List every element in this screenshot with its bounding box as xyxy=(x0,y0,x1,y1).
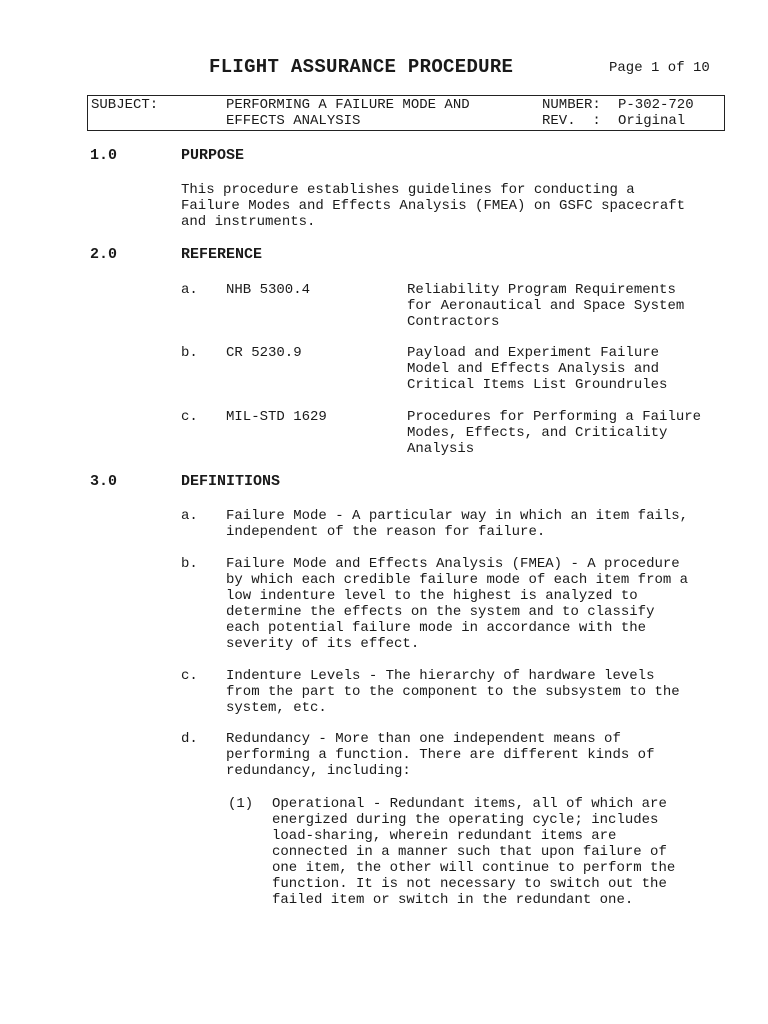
rev-label: REV. : xyxy=(542,113,601,129)
reference-desc: Payload and Experiment Failure Model and Effects Analysis and Critical Items List Groundrules xyxy=(407,345,668,393)
document-title: FLIGHT ASSURANCE PROCEDURE xyxy=(209,56,514,78)
reference-letter: c. xyxy=(181,409,198,425)
definition-letter: b. xyxy=(181,556,198,572)
subject-label: SUBJECT: xyxy=(91,97,159,113)
section-title-definitions: DEFINITIONS xyxy=(181,473,281,490)
rev-value: Original xyxy=(618,113,686,129)
reference-doc: CR 5230.9 xyxy=(226,345,302,361)
subdefinition-number: (1) xyxy=(228,796,254,812)
definition-letter: d. xyxy=(181,731,198,747)
definition-letter: c. xyxy=(181,668,198,684)
definition-text: Failure Mode and Effects Analysis (FMEA) - A procedure by which each credible failure mode of each item from a low indenture level to the highest is analyzed to determine the effects on the system and to classify each potential failure mode in accordance with the severity of its effect. xyxy=(226,556,689,652)
reference-letter: b. xyxy=(181,345,198,361)
section-number-definitions: 3.0 xyxy=(90,473,118,490)
reference-desc: Reliability Program Requirements for Aeronautical and Space System Contractors xyxy=(407,282,685,330)
subject-value-line2: EFFECTS ANALYSIS xyxy=(226,113,361,129)
page-number: Page 1 of 10 xyxy=(609,60,710,76)
reference-doc: MIL-STD 1629 xyxy=(226,409,327,425)
number-label: NUMBER: xyxy=(542,97,601,113)
subdefinition-text: Operational - Redundant items, all of which are energized during the operating cycle; includes load-sharing, wherein redundant items are connected in a manner such that upon failure of one item, the other will continue to perform the function. It is not necessary to switch out the failed item or switch in the redundant one. xyxy=(272,796,676,908)
definition-text: Redundancy - More than one independent means of performing a function. There are different kinds of redundancy, including: xyxy=(226,731,655,779)
number-value: P-302-720 xyxy=(618,97,694,113)
purpose-text: This procedure establishes guidelines for conducting a Failure Modes and Effects Analysis (FMEA) on GSFC spacecraft and instruments. xyxy=(181,182,686,230)
definition-text: Failure Mode - A particular way in which an item fails, independent of the reason for failure. xyxy=(226,508,689,540)
reference-doc: NHB 5300.4 xyxy=(226,282,311,298)
section-number-purpose: 1.0 xyxy=(90,147,118,164)
reference-desc: Procedures for Performing a Failure Modes, Effects, and Criticality Analysis xyxy=(407,409,702,457)
section-number-reference: 2.0 xyxy=(90,246,118,263)
reference-letter: a. xyxy=(181,282,198,298)
section-title-reference: REFERENCE xyxy=(181,246,263,263)
subject-value-line1: PERFORMING A FAILURE MODE AND xyxy=(226,97,470,113)
section-title-purpose: PURPOSE xyxy=(181,147,245,164)
definition-letter: a. xyxy=(181,508,198,524)
definition-text: Indenture Levels - The hierarchy of hardware levels from the part to the component to the subsystem to the system, etc. xyxy=(226,668,680,716)
